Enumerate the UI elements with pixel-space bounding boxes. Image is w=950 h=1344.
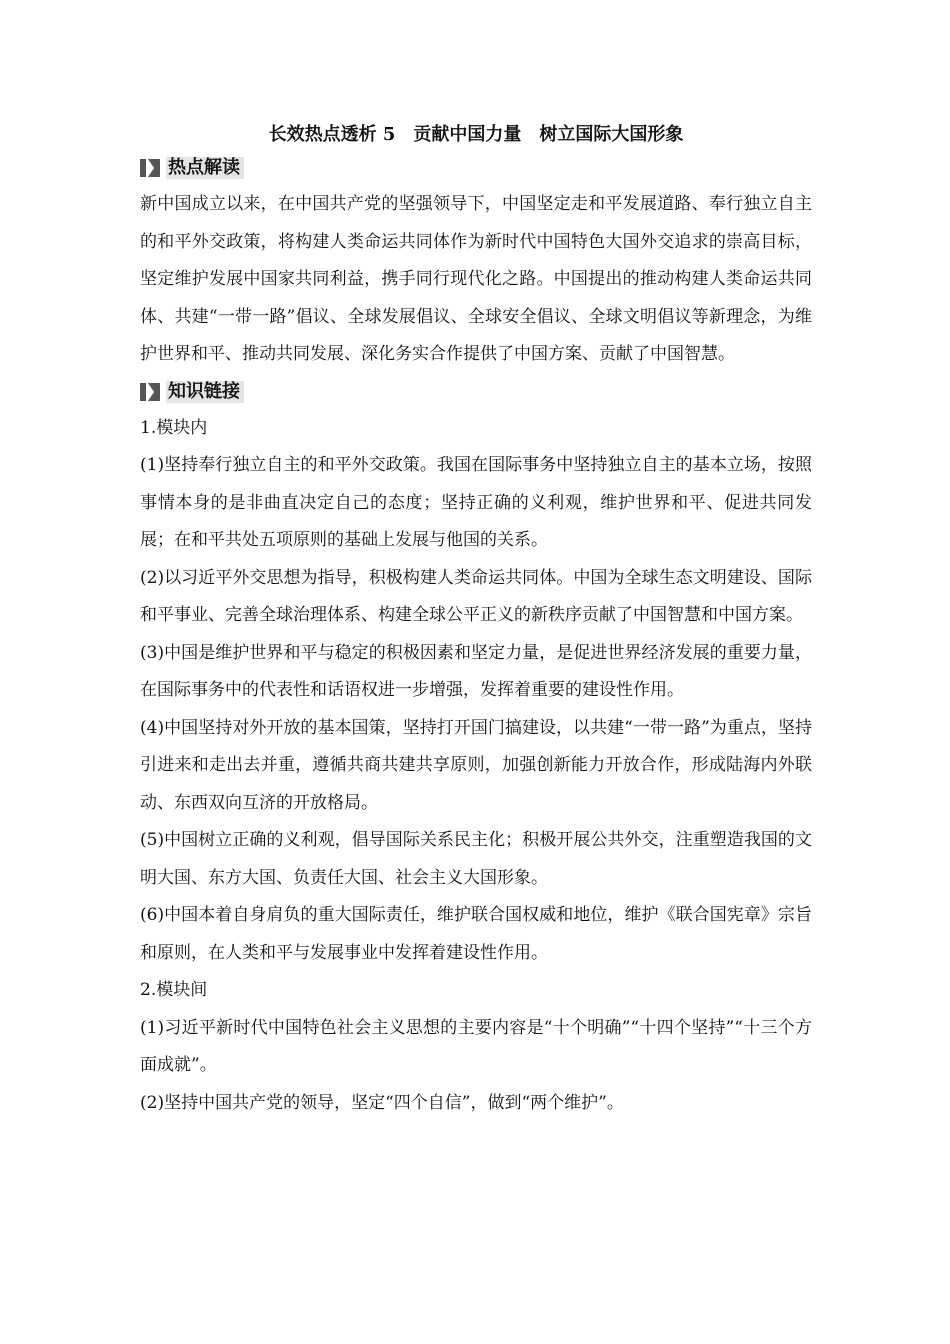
- list-item: (1)习近平新时代中国特色社会主义思想的主要内容是“十个明确”“十四个坚持”“十三个方面成就”。: [140, 1017, 812, 1075]
- section-marker-icon: [140, 382, 162, 402]
- section-heading-label: 知识链接: [166, 381, 244, 403]
- list-item: (3)中国是维护世界和平与稳定的积极因素和坚定力量，是促进世界经济发展的重要力量，在国际事务中的代表性和话语权进一步增强，发挥着重要的建设性作用。: [140, 642, 812, 700]
- list-item: (2)坚持中国共产党的领导，坚定“四个自信”，做到“两个维护”。: [140, 1092, 624, 1113]
- list-item: (6)中国本着自身肩负的重大国际责任，维护联合国权威和地位，维护《联合国宪章》宗旨和原则，在人类和平与发展事业中发挥着建设性作用。: [140, 905, 812, 963]
- section-heading-label: 热点解读: [166, 157, 244, 179]
- list-item: (5)中国树立正确的义利观，倡导国际关系民主化；积极开展公共外交，注重塑造我国的文明大国、东方大国、负责任大国、社会主义大国形象。: [140, 830, 812, 888]
- document-page: [140, 120, 812, 1122]
- page-title: 长效热点透析 5 贡献中国力量 树立国际大国形象: [268, 124, 684, 145]
- section-heading-knowledge-link: [140, 374, 812, 410]
- paragraph: 新中国成立以来，在中国共产党的坚强领导下，中国坚定走和平发展道路、奉行独立自主的和平外交政策，将构建人类命运共同体作为新时代中国特色大国外交追求的崇高目标，坚定维护发展中国家共同利益，携手同行现代化之路。中国提出的推动构建人类命运共同体、共建“一带一路”倡议、全球发展倡议、全球安全倡议、全球文明倡议等新理念，为维护世界和平、推动共同发展、深化务实合作提供了中国方案、贡献了中国智慧。: [140, 194, 812, 364]
- subsection-title: 2.模块间: [140, 980, 208, 1000]
- list-item: (4)中国坚持对外开放的基本国策，坚持打开国门搞建设，以共建“一带一路”为重点，坚持引进来和走出去并重，遵循共商共建共享原则，加强创新能力开放合作，形成陆海内外联动、东西双向互济的开放格局。: [140, 717, 812, 813]
- list-item: (1)坚持奉行独立自主的和平外交政策。我国在国际事务中坚持独立自主的基本立场，按照事情本身的是非曲直决定自己的态度；坚持正确的义利观，维护世界和平、促进共同发展；在和平共处五项原则的基础上发展与他国的关系。: [140, 455, 812, 550]
- subsection-title: 1.模块内: [140, 417, 208, 438]
- list-item: (2)以习近平外交思想为指导，积极构建人类命运共同体。中国为全球生态文明建设、国际和平事业、完善全球治理体系、构建全球公平正义的新秩序贡献了中国智慧和中国方案。: [140, 567, 812, 625]
- section-heading-hot-topic: [140, 150, 812, 186]
- section-marker-icon: [140, 158, 162, 178]
